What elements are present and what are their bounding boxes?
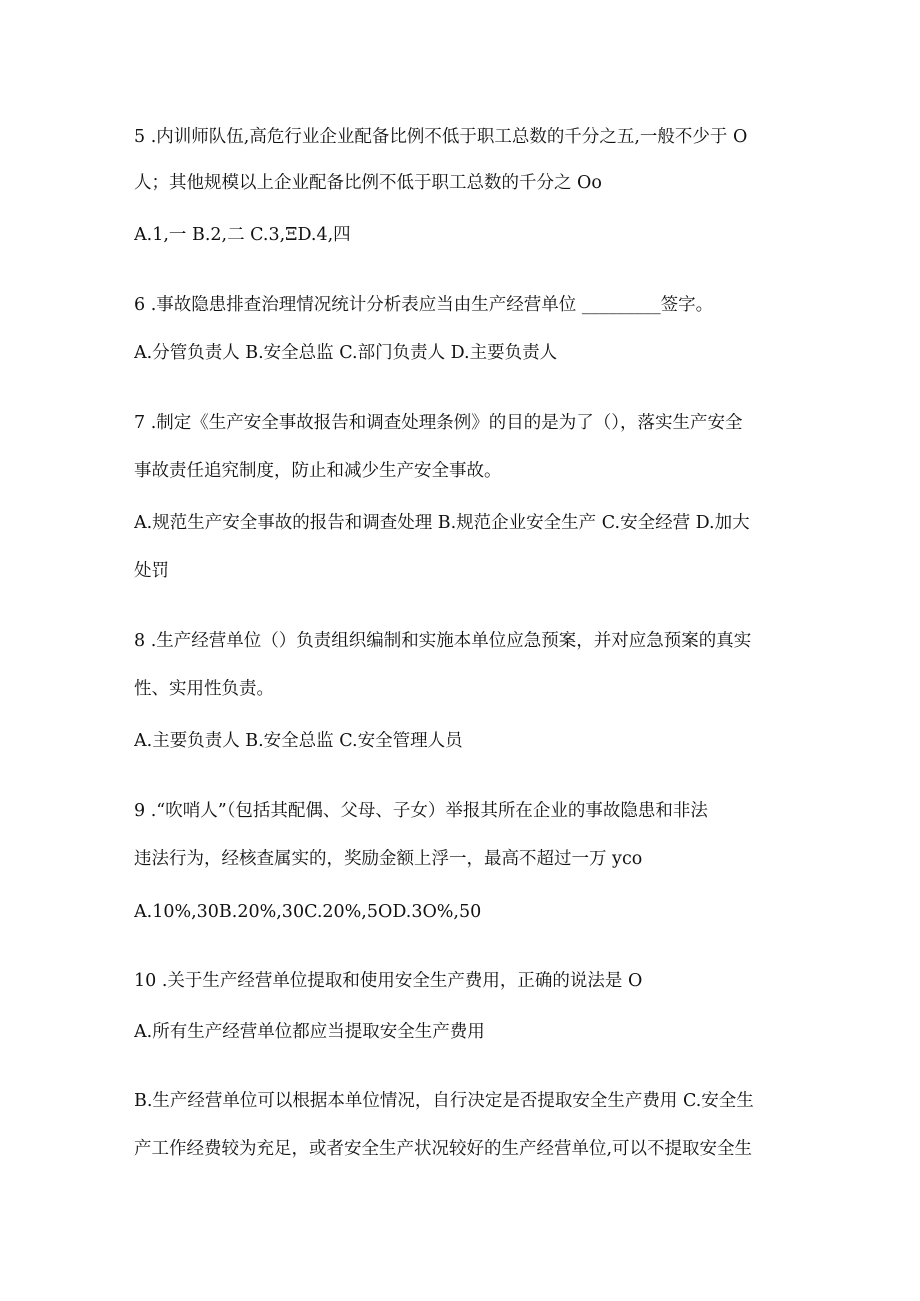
question-7-options-line-1: A.规范生产安全事故的报告和调查处理 B.规范企业安全生产 C.安全经营 D.加大 — [134, 513, 750, 533]
question-5-stem-line-1: 5 .内训师队伍,高危行业企业配备比例不低于职工总数的千分之五,一般不少于 O — [134, 127, 748, 147]
question-7-options-line-2: 处罚 — [134, 561, 169, 581]
question-9-stem-line-2: 违法行为，经核查属实的，奖励金额上浮一，最高不超过一万 yco — [134, 849, 643, 869]
question-5-options: A.1,一 B.2,二 C.3,ΞD.4,四 — [134, 225, 351, 245]
question-6-options: A.分管负责人 B.安全总监 C.部门负责人 D.主要负责人 — [134, 343, 558, 363]
question-5-stem-line-2: 人；其他规模以上企业配备比例不低于职工总数的千分之 Oo — [134, 173, 602, 193]
question-9-stem-line-1: 9 .“吹哨人”（包括其配偶、父母、子女）举报其所在企业的事故隐患和非法 — [134, 801, 708, 821]
question-9-options: A.10%,30B.20%,30C.20%,5OD.3O%,50 — [134, 902, 482, 922]
question-8-options: A.主要负责人 B.安全总监 C.安全管理人员 — [134, 731, 463, 751]
question-10-option-b-line-1: B.生产经营单位可以根据本单位情况，自行决定是否提取安全生产费用 C.安全生 — [134, 1091, 754, 1111]
question-10-option-b-line-2: 产工作经费较为充足，或者安全生产状况较好的生产经营单位,可以不提取安全生 — [134, 1139, 753, 1159]
question-10-stem: 10 .关于生产经营单位提取和使用安全生产费用，正确的说法是 O — [134, 971, 643, 991]
question-8-stem-line-2: 性、实用性负责。 — [134, 679, 274, 699]
question-10-option-a: A.所有生产经营单位都应当提取安全生产费用 — [134, 1022, 485, 1042]
question-7-stem-line-1: 7 .制定《生产安全事故报告和调查处理条例》的目的是为了（），落实生产安全 — [134, 413, 743, 433]
question-6-stem: 6 .事故隐患排查治理情况统计分析表应当由生产经营单位 _________签字。 — [134, 295, 714, 315]
question-8-stem-line-1: 8 .生产经营单位（）负责组织编制和实施本单位应急预案，并对应急预案的真实 — [134, 631, 752, 651]
question-7-stem-line-2: 事故责任追究制度，防止和减少生产安全事故。 — [134, 461, 502, 481]
